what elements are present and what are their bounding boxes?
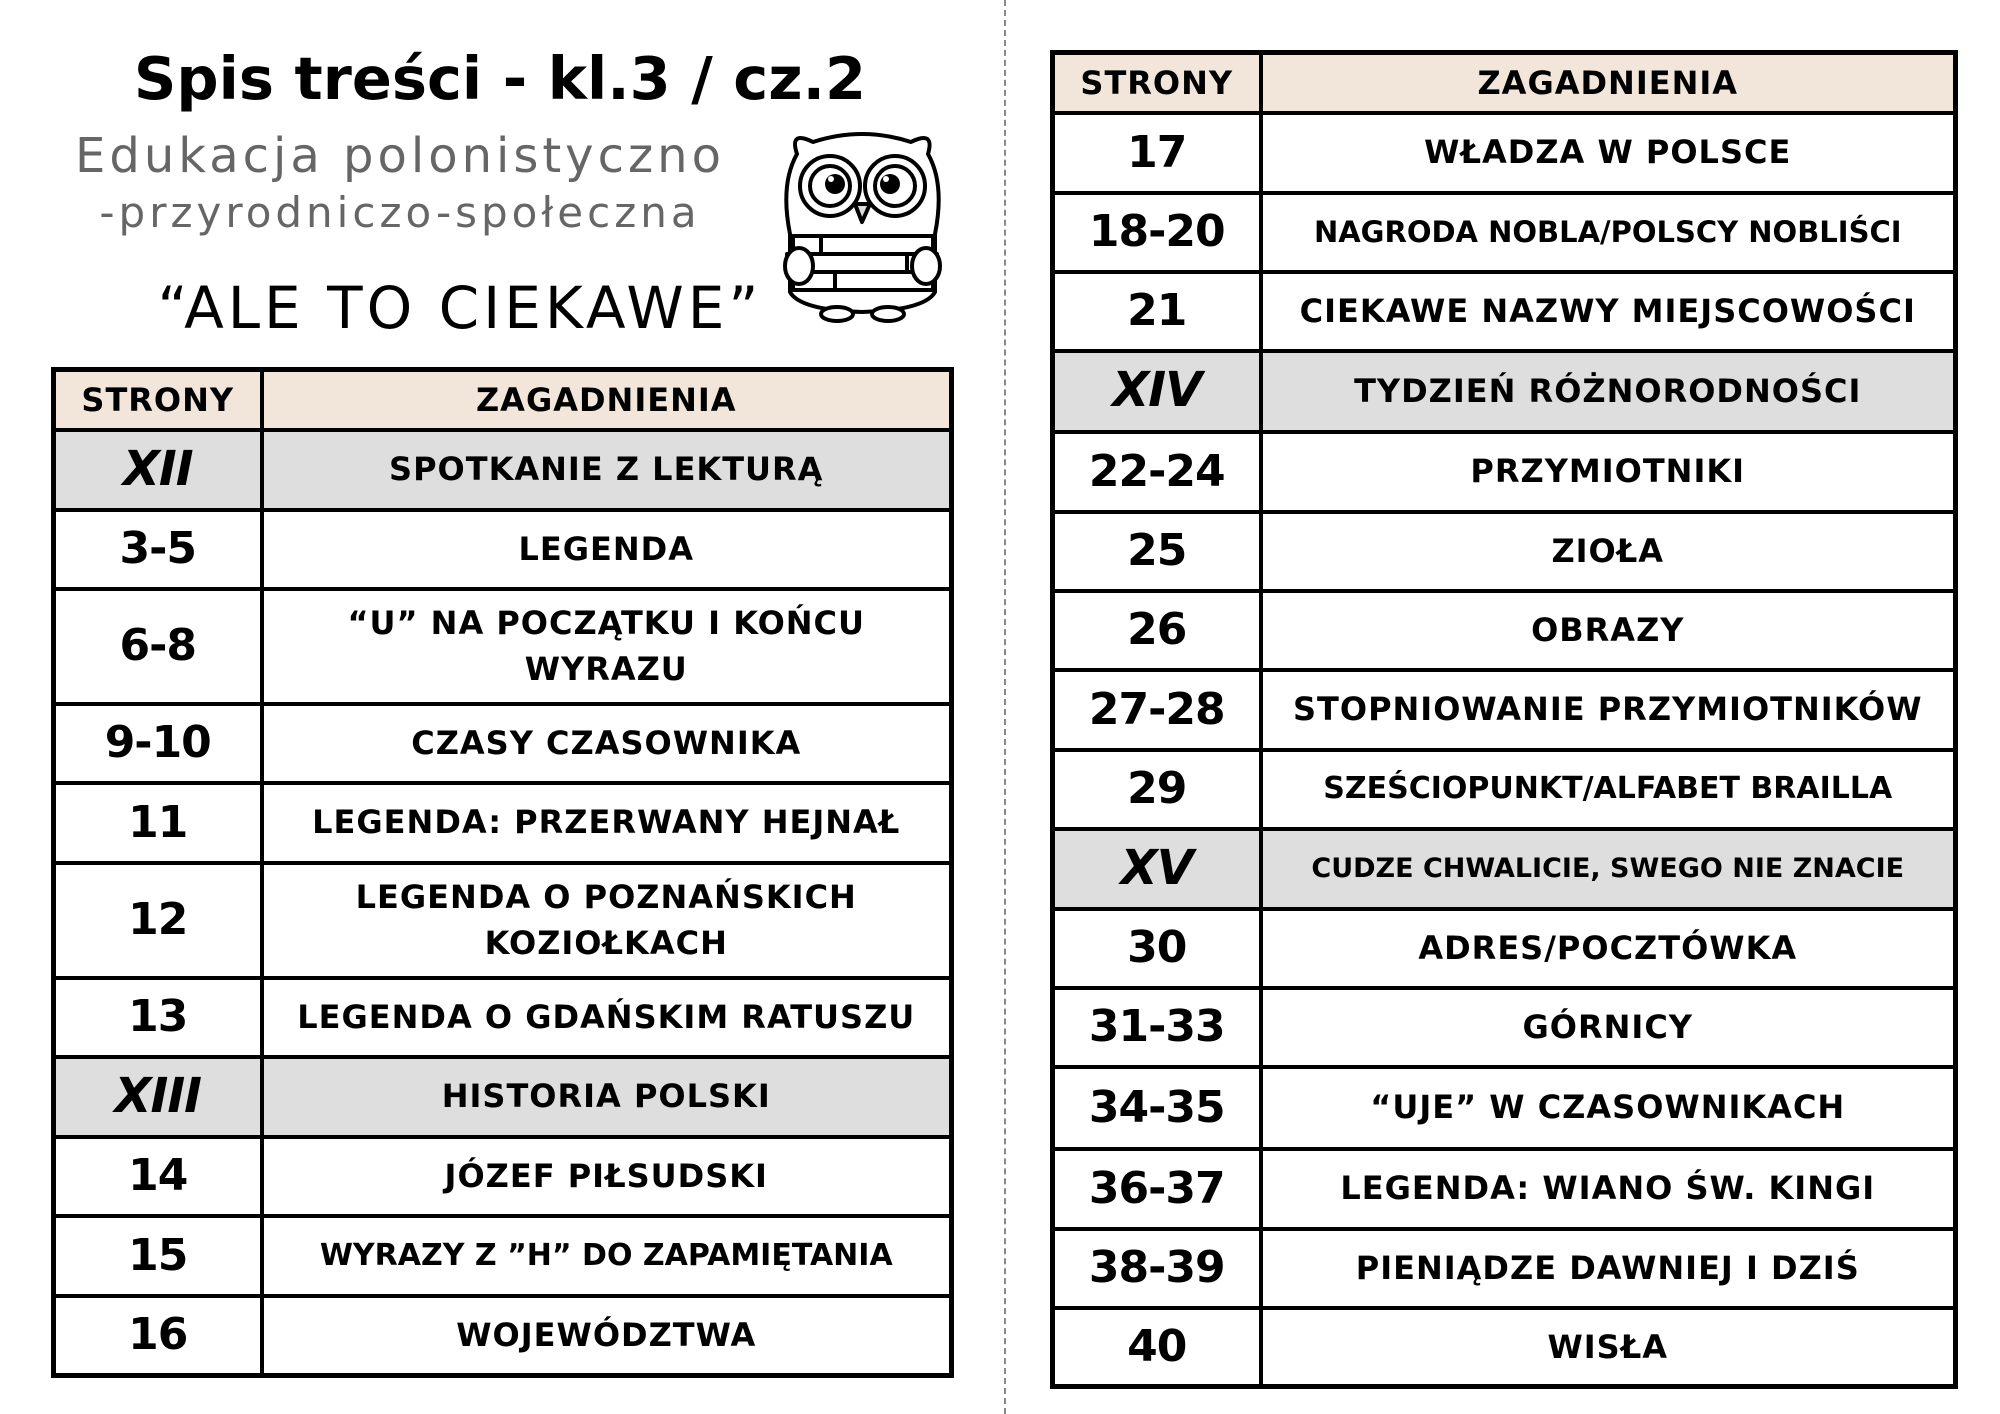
table-row <box>1053 988 1956 1067</box>
row-topic: CZASY CZASOWNIKA <box>262 704 952 783</box>
row-pages: XV <box>1053 829 1261 909</box>
row-pages: XIII <box>54 1057 262 1137</box>
row-pages: 11 <box>54 783 262 863</box>
row-pages: 25 <box>1053 512 1261 591</box>
table-row <box>54 1137 952 1216</box>
row-topic: HISTORIA POLSKI <box>262 1057 952 1137</box>
owl-holding-books-icon <box>775 124 950 324</box>
row-pages: 38-39 <box>1053 1229 1261 1308</box>
table-row <box>54 978 952 1057</box>
toc-table-right <box>1050 50 1958 1389</box>
row-pages: 9-10 <box>54 704 262 783</box>
row-topic: GÓRNICY <box>1261 988 1956 1067</box>
row-topic: CIEKAWE NAZWY MIEJSCOWOŚCI <box>1261 272 1956 351</box>
row-topic: WISŁA <box>1261 1308 1956 1387</box>
row-pages: 29 <box>1053 750 1261 829</box>
row-topic: “U” NA POCZĄTKU I KOŃCU WYRAZU <box>262 589 952 704</box>
table-row <box>1053 591 1956 670</box>
row-topic: OBRAZY <box>1261 591 1956 670</box>
row-pages: 13 <box>54 978 262 1057</box>
row-pages: 31-33 <box>1053 988 1261 1067</box>
page-title: Spis treści - kl.3 / cz.2 <box>133 44 867 113</box>
table-row <box>1053 829 1956 909</box>
table-row <box>1053 432 1956 512</box>
table-row <box>1053 351 1956 432</box>
row-pages: 36-37 <box>1053 1149 1261 1229</box>
row-topic: ZIOŁA <box>1261 512 1956 591</box>
row-pages: 12 <box>54 863 262 978</box>
table-row <box>1053 1229 1956 1308</box>
row-pages: 6-8 <box>54 589 262 704</box>
row-topic: “UJE” W CZASOWNIKACH <box>1261 1067 1956 1149</box>
table-row <box>1053 1308 1956 1387</box>
row-topic: SZEŚCIOPUNKT/ALFABET BRAILLA <box>1261 750 1956 829</box>
row-pages: 18-20 <box>1053 193 1261 272</box>
row-topic: LEGENDA <box>262 510 952 589</box>
table-row <box>54 863 952 978</box>
row-topic: WOJEWÓDZTWA <box>262 1296 952 1376</box>
table-row <box>54 704 952 783</box>
row-pages: 17 <box>1053 113 1261 193</box>
toc-table-left <box>51 367 954 1378</box>
row-topic: LEGENDA: WIANO ŚW. KINGI <box>1261 1149 1956 1229</box>
row-topic: LEGENDA O POZNAŃSKICH KOZIOŁKACH <box>262 863 952 978</box>
table-row <box>54 783 952 863</box>
fold-divider <box>1004 0 1006 1414</box>
row-pages: 34-35 <box>1053 1067 1261 1149</box>
table-row <box>1053 113 1956 193</box>
row-topic: TYDZIEŃ RÓŻNORODNOŚCI <box>1261 351 1956 432</box>
table-row <box>1053 1149 1956 1229</box>
row-pages: 15 <box>54 1216 262 1296</box>
table-row <box>54 510 952 589</box>
row-topic: JÓZEF PIŁSUDSKI <box>262 1137 952 1216</box>
table-header-row <box>54 370 952 430</box>
row-topic: PRZYMIOTNIKI <box>1261 432 1956 512</box>
table-row <box>54 1216 952 1296</box>
column-header-topics: ZAGADNIENIA <box>1261 53 1956 113</box>
row-pages: XII <box>54 430 262 510</box>
row-pages: 26 <box>1053 591 1261 670</box>
table-row <box>54 1296 952 1376</box>
row-pages: 40 <box>1053 1308 1261 1387</box>
row-topic: SPOTKANIE Z LEKTURĄ <box>262 430 952 510</box>
row-topic: LEGENDA: PRZERWANY HEJNAŁ <box>262 783 952 863</box>
row-topic: STOPNIOWANIE PRZYMIOTNIKÓW <box>1261 670 1956 750</box>
table-header-row <box>1053 53 1956 113</box>
column-header-pages: STRONY <box>1053 53 1261 113</box>
table-row <box>54 589 952 704</box>
row-topic: WŁADZA W POLSCE <box>1261 113 1956 193</box>
table-row <box>1053 750 1956 829</box>
row-pages: 22-24 <box>1053 432 1261 512</box>
table-row <box>1053 193 1956 272</box>
row-pages: 16 <box>54 1296 262 1376</box>
row-pages: 21 <box>1053 272 1261 351</box>
row-pages: 27-28 <box>1053 670 1261 750</box>
table-row <box>1053 670 1956 750</box>
subtitle-line1: Edukacja polonistyczno <box>75 128 725 184</box>
row-topic: ADRES/POCZTÓWKA <box>1261 909 1956 988</box>
row-topic: PIENIĄDZE DAWNIEJ I DZIŚ <box>1261 1229 1956 1308</box>
table-row <box>54 430 952 510</box>
book-title: “ALE TO CIEKAWE” <box>157 274 763 342</box>
table-row <box>1053 909 1956 988</box>
table-row <box>54 1057 952 1137</box>
table-row <box>1053 512 1956 591</box>
table-row <box>1053 1067 1956 1149</box>
row-pages: 3-5 <box>54 510 262 589</box>
subtitle-line2: -przyrodniczo-społeczna <box>99 188 701 237</box>
column-header-topics: ZAGADNIENIA <box>262 370 952 430</box>
row-topic: WYRAZY Z ”H” DO ZAPAMIĘTANIA <box>262 1216 952 1296</box>
row-pages: 30 <box>1053 909 1261 988</box>
row-topic: LEGENDA O GDAŃSKIM RATUSZU <box>262 978 952 1057</box>
row-pages: XIV <box>1053 351 1261 432</box>
row-topic: CUDZE CHWALICIE, SWEGO NIE ZNACIE <box>1261 829 1956 909</box>
table-row <box>1053 272 1956 351</box>
row-pages: 14 <box>54 1137 262 1216</box>
row-topic: NAGRODA NOBLA/POLSCY NOBLIŚCI <box>1261 193 1956 272</box>
column-header-pages: STRONY <box>54 370 262 430</box>
